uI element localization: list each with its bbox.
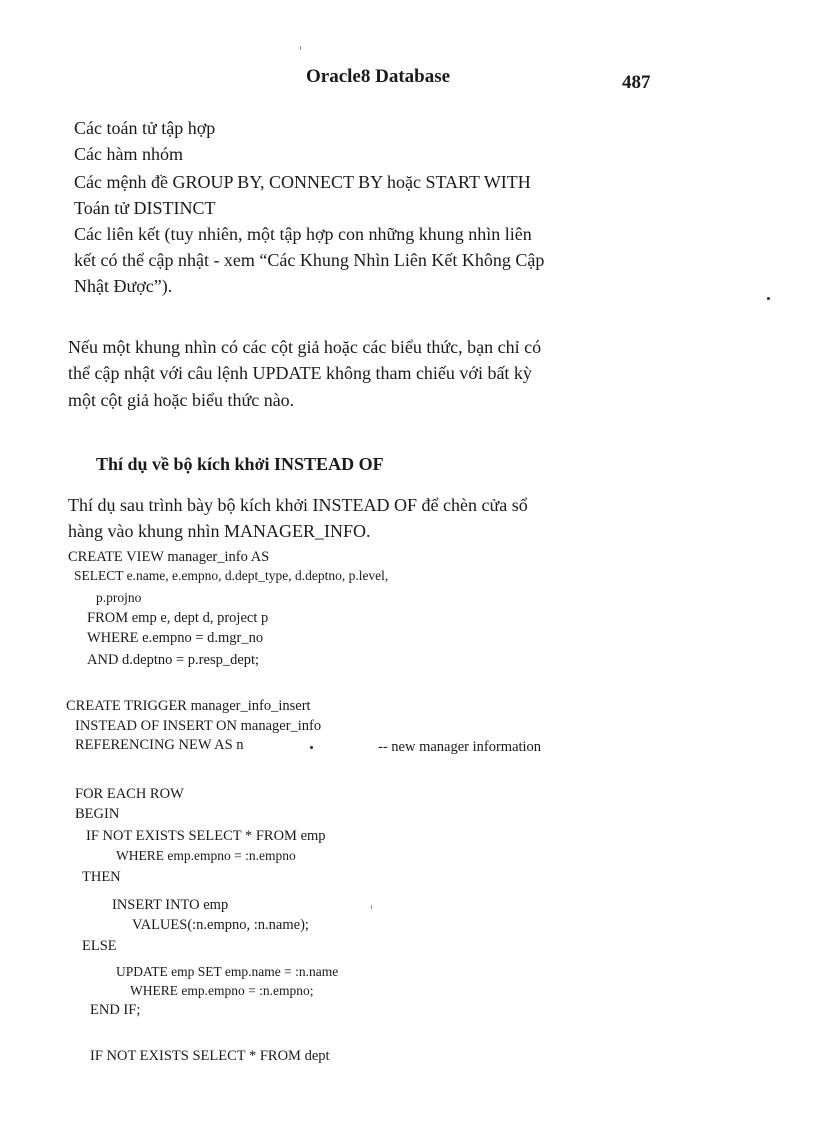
code-line: END IF; xyxy=(90,1002,141,1018)
code-line: AND d.deptno = p.resp_dept; xyxy=(87,652,260,668)
code-line: UPDATE emp SET emp.name = :n.name xyxy=(116,964,339,979)
running-header-title: Oracle8 Database xyxy=(306,66,451,87)
code-line: CREATE TRIGGER manager_info_insert xyxy=(66,698,311,714)
code-line: CREATE VIEW manager_info AS xyxy=(68,549,270,565)
code-line: VALUES(:n.empno, :n.name); xyxy=(132,917,309,933)
scan-mark xyxy=(300,46,301,50)
code-line: IF NOT EXISTS SELECT * FROM emp xyxy=(86,828,326,844)
list-item: Các hàm nhóm xyxy=(74,144,183,164)
list-item: Các toán tử tập hợp xyxy=(74,118,216,138)
section-heading: Thí dụ về bộ kích khởi INSTEAD OF xyxy=(96,454,384,474)
list-item: Toán tử DISTINCT xyxy=(74,198,216,218)
code-line: WHERE emp.empno = :n.empno xyxy=(116,848,296,863)
code-line: FOR EACH ROW xyxy=(75,786,184,802)
scan-speck xyxy=(310,746,313,749)
code-line: ELSE xyxy=(82,938,117,954)
code-line: p.projno xyxy=(96,590,142,605)
code-line: SELECT e.name, e.empno, d.dept_type, d.deptno, p.level, xyxy=(74,568,389,583)
code-line: INSERT INTO emp xyxy=(112,897,229,913)
code-line: INSTEAD OF INSERT ON manager_info xyxy=(75,718,322,734)
list-item: Các mệnh đề GROUP BY, CONNECT BY hoặc START WITH xyxy=(74,172,531,192)
code-line: WHERE emp.empno = :n.empno; xyxy=(130,983,314,998)
paragraph-line: một cột giả hoặc biểu thức nào. xyxy=(68,390,295,410)
intro-line: hàng vào khung nhìn MANAGER_INFO. xyxy=(68,521,371,541)
code-comment: -- new manager information xyxy=(378,739,542,755)
code-line: FROM emp e, dept d, project p xyxy=(87,610,269,626)
scan-speck xyxy=(767,297,770,300)
code-line: THEN xyxy=(82,869,121,885)
page-number: 487 xyxy=(622,72,651,93)
code-line: IF NOT EXISTS SELECT * FROM dept xyxy=(90,1048,330,1064)
code-line: BEGIN xyxy=(75,806,120,822)
intro-line: Thí dụ sau trình bày bộ kích khởi INSTEAD OF để chèn cửa sổ xyxy=(68,495,528,515)
code-line: WHERE e.empno = d.mgr_no xyxy=(87,630,264,646)
list-item-continuation: Nhật Được”). xyxy=(74,276,173,296)
scan-mark xyxy=(371,905,372,909)
paragraph-line: Nếu một khung nhìn có các cột giả hoặc các biểu thức, bạn chỉ có xyxy=(68,337,542,357)
code-line: REFERENCING NEW AS n xyxy=(75,737,244,753)
paragraph-line: thể cập nhật với câu lệnh UPDATE không tham chiếu với bất kỳ xyxy=(68,363,532,383)
list-item: Các liên kết (tuy nhiên, một tập hợp con những khung nhìn liên xyxy=(74,224,532,244)
list-item-continuation: kết có thể cập nhật - xem “Các Khung Nhìn Liên Kết Không Cập xyxy=(74,250,545,270)
